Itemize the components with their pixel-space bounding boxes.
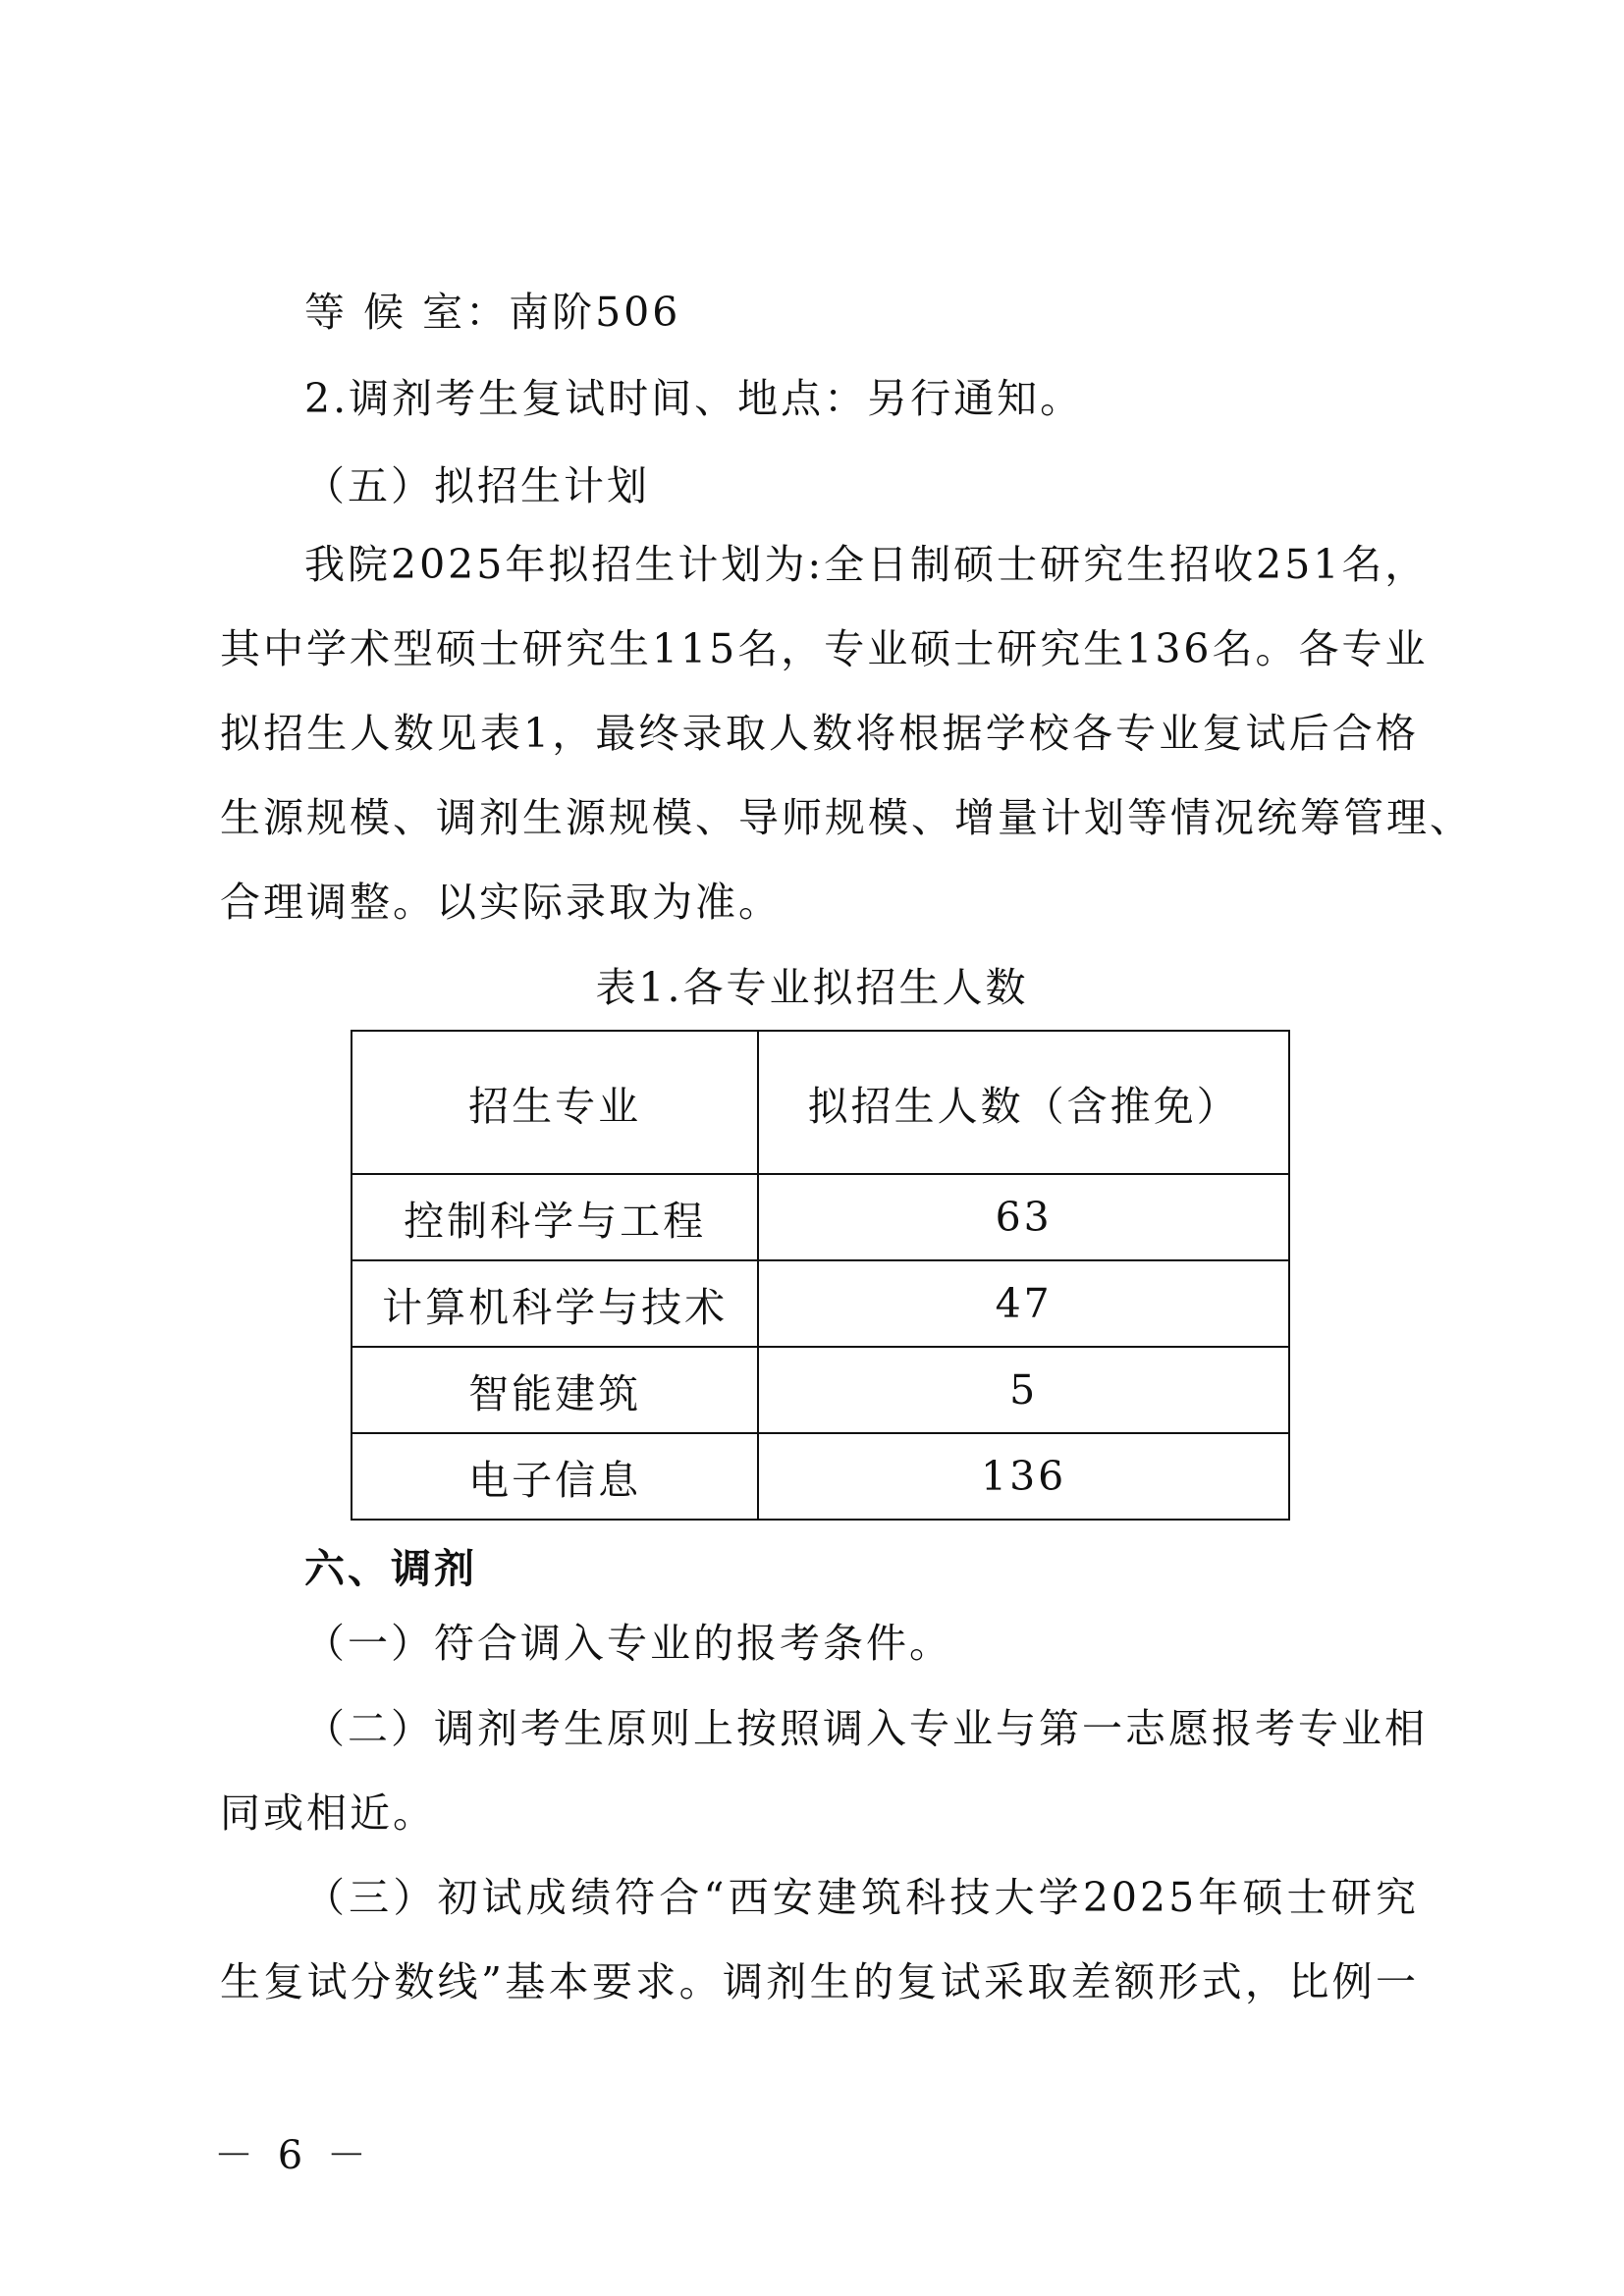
table-row	[352, 1174, 1289, 1260]
enrollment-plan-table	[351, 1030, 1290, 1521]
cell-major: 智能建筑	[352, 1347, 758, 1433]
table-row	[352, 1260, 1289, 1347]
plan-body-line-5: 合理调整。以实际录取为准。	[220, 879, 782, 926]
cell-major: 计算机科学与技术	[352, 1260, 758, 1347]
section-six-item-2-line-1: （二）调剂考生原则上按照调入专业与第一志愿报考专业相	[304, 1705, 1428, 1752]
cell-count: 47	[758, 1260, 1289, 1347]
table-header-row	[352, 1031, 1289, 1174]
plan-body-line-4: 生源规模、调剂生源规模、导师规模、增量计划等情况统筹管理、	[220, 794, 1473, 841]
section-six-item-1: （一）符合调入专业的报考条件。	[304, 1620, 952, 1667]
header-count: 拟招生人数（含推免）	[758, 1031, 1289, 1174]
plan-body-line-3: 拟招生人数见表1，最终录取人数将根据学校各专业复试后合格	[220, 710, 1419, 757]
page-number: － 6 －	[214, 2133, 372, 2178]
cell-major: 控制科学与工程	[352, 1174, 758, 1260]
table-row	[352, 1347, 1289, 1433]
cell-count: 5	[758, 1347, 1289, 1433]
section-six-item-3-line-1: （三）初试成绩符合“西安建筑科技大学2025年硕士研究	[304, 1874, 1419, 1921]
cell-major: 电子信息	[352, 1433, 758, 1520]
plan-body-line-2: 其中学术型硕士研究生115名，专业硕士研究生136名。各专业	[220, 625, 1429, 672]
section-six-item-3-line-2: 生复试分数线”基本要求。调剂生的复试采取差额形式，比例一	[220, 1958, 1419, 2005]
table-caption: 表1.各专业拟招生人数	[595, 964, 1029, 1011]
plan-body-line-1: 我院2025年拟招生计划为:全日制硕士研究生招收251名，	[304, 541, 1429, 588]
section-six-item-2-line-2: 同或相近。	[220, 1789, 436, 1837]
waiting-room-line: 等 候 室：南阶506	[304, 289, 681, 336]
section-six-heading: 六、调剂	[304, 1545, 477, 1592]
adjust-notice-line: 2.调剂考生复试时间、地点：另行通知。	[304, 375, 1084, 422]
cell-count: 136	[758, 1433, 1289, 1520]
plan-heading: （五）拟招生计划	[304, 462, 650, 509]
header-major: 招生专业	[352, 1031, 758, 1174]
cell-count: 63	[758, 1174, 1289, 1260]
table-row	[352, 1433, 1289, 1520]
